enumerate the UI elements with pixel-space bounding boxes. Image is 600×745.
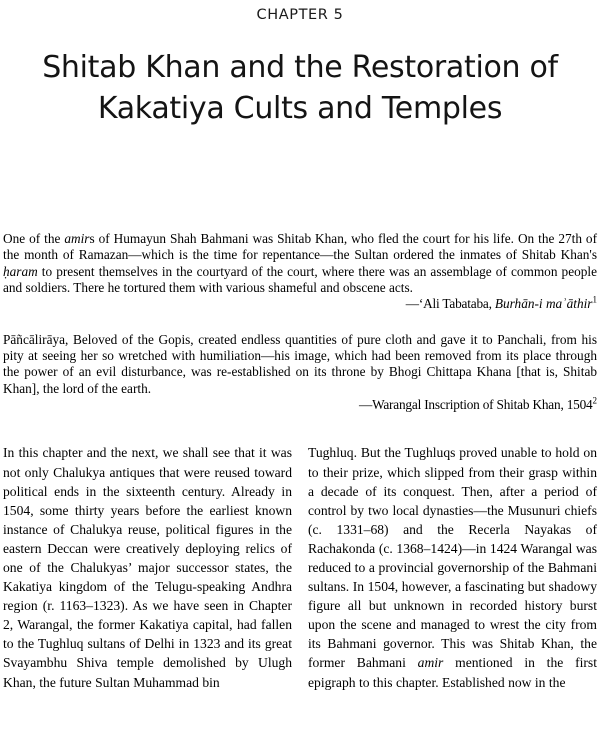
chapter-label: CHAPTER 5 (256, 7, 344, 23)
body-paragraph (308, 443, 597, 691)
epigraph-text-segment: to present themselves in the courtyard of the court, where there was an assemblage of common people and soldiers. There he tortured them with various shameful and obscene acts. (3, 263, 597, 296)
body-text-segment: Tughluq. But the Tughluqs proved unable to hold on to their prize, which slipped from their grasp within a decade of its conquest. Then, after a period of control by two local dynasties—the Musunuri chiefs (c. 1331–68) and the Recerla Nayakas of Rachakonda (c. 1368–1424)—in 1424 Warangal was reduced to a provincial governorship of the Bahmani sultans. In 1504, however, a fascinating but shadowy figure all but unknown in recorded history burst upon the scene and managed to wrest the city from its Bahmani governor. This was Shitab Khan, the former Bahmani (308, 445, 597, 671)
epigraph-attribution-source: —Warangal Inscription of Shitab Khan, 1504 (358, 397, 593, 413)
epigraph-attribution-source-title: Burhān-i maʾāthir (494, 296, 593, 312)
epigraph-inscription-text: Pāñcālirāya, Beloved of the Gopis, created endless quantities of pure cloth and gave it to Panchali, from his pity at seeing her so wretched with humiliation—his image, which had been removed from its place through the power of an evil disturbance, was re-established on its throne by Bhogi Chittapa Khana [that is, Shitab Khan], the lord of the earth. (3, 331, 597, 396)
epigraph-attribution (3, 296, 597, 312)
page-title (3, 47, 597, 129)
chapter-title-line-2: Kakatiya Cults and Temples (97, 91, 503, 126)
footnote-marker: 1 (592, 294, 597, 305)
epigraph-attribution (3, 397, 597, 413)
body-italic-term-amir: amir (417, 655, 444, 671)
epigraph-tabataba-text (3, 231, 597, 296)
body-column-right (308, 443, 597, 691)
epigraph-group (3, 231, 597, 413)
epigraph-text-segment: s of Humayun Shah Bahmani was Shitab Khan, who fled the court for his life. On the 27th of the month of Ramazan—which is the time for repentance—the Sultan ordered the inmates of Shitab Khan's (3, 231, 597, 263)
body-text-segment: mentioned in the first epigraph to this chapter. Established now in the (308, 655, 597, 690)
chapter-title-line-1: Shitab Khan and the Restoration of (42, 50, 558, 85)
epigraph-tabataba (3, 231, 597, 313)
epigraph-italic-term-haram: ḥaram (3, 263, 38, 279)
epigraph-italic-term-amir: amir (64, 231, 90, 246)
body-paragraph: In this chapter and the next, we shall see that it was not only Chalukya antiques that were reused toward political ends in the sixteenth century. Already in 1504, some thirty years before the earliest known instance of Chalukya reuse, political figures in the eastern Deccan were creatively deploying relics of one of the Chalukyas’ major successor states, the Kakatiya kingdom of the Telugu-speaking Andhra region (r. 1163–1323). As we have seen in Chapter 2, Warangal, the former Kakatiya capital, had fallen to the Tughluq sultans of Delhi in 1323 and its great Svayambhu Shiva temple demolished by Ulugh Khan, the future Sultan Muhammad bin (3, 445, 292, 690)
footnote-marker: 2 (592, 395, 597, 406)
body-text-columns (3, 443, 597, 691)
epigraph-warangal-inscription (3, 332, 597, 414)
body-column-left (3, 443, 292, 691)
epigraph-attribution-author: —ʻAli Tabataba, (405, 296, 495, 312)
epigraph-text-segment: One of the (3, 231, 65, 246)
